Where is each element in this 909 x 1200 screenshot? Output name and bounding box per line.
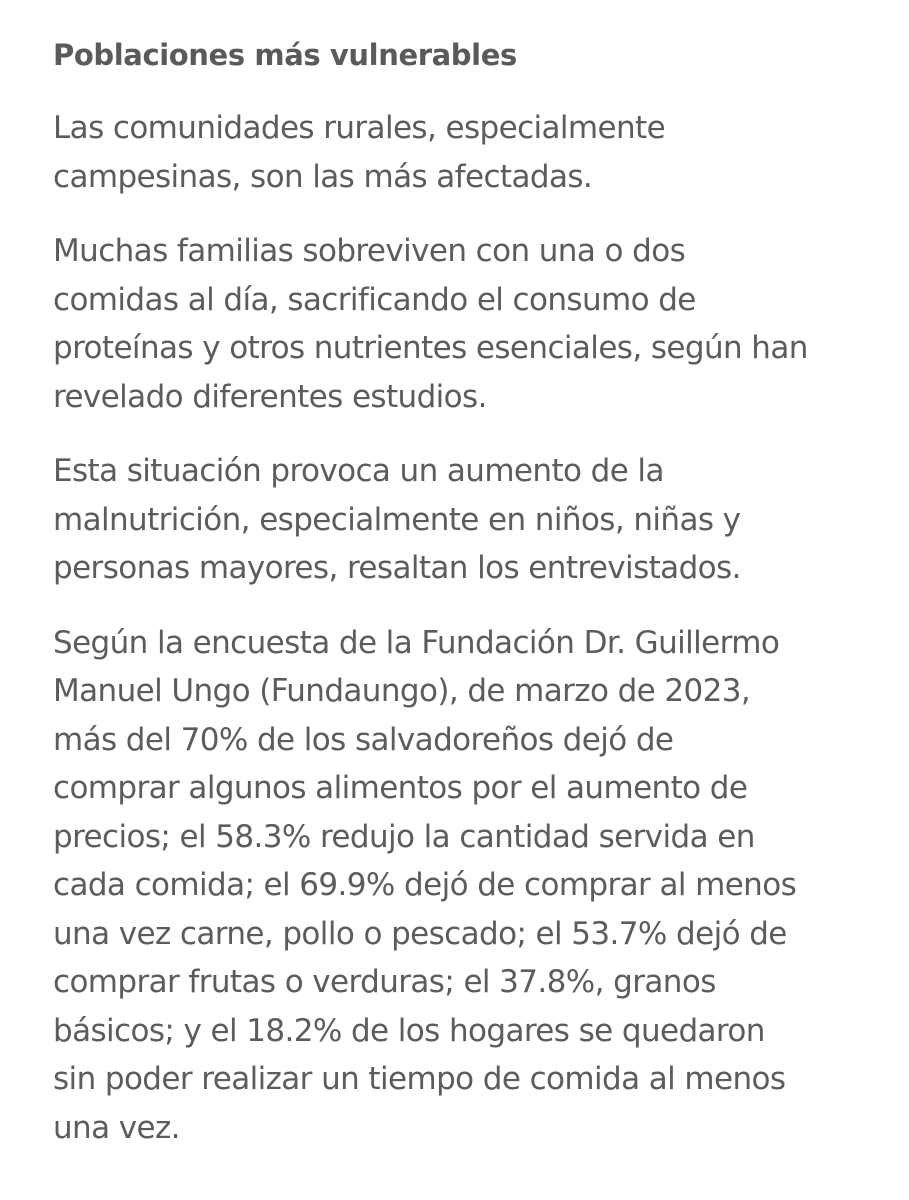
text-line: básicos; y el 18.2% de los hogares se quedaron bbox=[53, 1012, 765, 1049]
text-line: comprar frutas o verduras; el 37.8%, granos bbox=[53, 964, 716, 1000]
text-line: revelado diferentes estudios. bbox=[53, 378, 487, 415]
text-line: Según la encuesta de la Fundación Dr. Guillermo bbox=[53, 624, 780, 661]
text-line: Manuel Ungo (Fundaungo), de marzo de 2023, bbox=[53, 673, 751, 709]
section-heading: Poblaciones más vulnerables bbox=[53, 38, 517, 72]
text-line: comprar algunos alimentos por el aumento de bbox=[53, 770, 748, 806]
text-line: sin poder realizar un tiempo de comida al menos bbox=[53, 1061, 786, 1097]
text-line: Esta situación provoca un aumento de la bbox=[53, 453, 664, 489]
paragraph-fundaungo-survey bbox=[53, 619, 883, 1153]
text-line: Muchas familias sobreviven con una o dos bbox=[53, 233, 686, 269]
paragraph-rural-communities bbox=[53, 104, 883, 201]
text-line: Las comunidades rurales, especialmente bbox=[53, 110, 666, 146]
text-line: una vez. bbox=[53, 1109, 180, 1146]
text-line: precios; el 58.3% redujo la cantidad servida en bbox=[53, 818, 755, 855]
text-line: comidas al día, sacrificando el consumo de bbox=[53, 281, 696, 318]
article-body bbox=[53, 32, 883, 1178]
paragraph-families-meals bbox=[53, 227, 883, 421]
paragraph-malnutrition bbox=[53, 447, 883, 593]
text-line: una vez carne, pollo o pescado; el 53.7% dejó de bbox=[53, 915, 787, 952]
text-line: personas mayores, resaltan los entrevistados. bbox=[53, 550, 741, 586]
text-line: malnutrición, especialmente en niños, niñas y bbox=[53, 501, 741, 538]
text-line: cada comida; el 69.9% dejó de comprar al menos bbox=[53, 867, 797, 903]
text-line: campesinas, son las más afectadas. bbox=[53, 158, 593, 195]
text-line: más del 70% de los salvadoreños dejó de bbox=[53, 721, 674, 758]
text-line: proteínas y otros nutrientes esenciales, según han bbox=[53, 330, 808, 366]
